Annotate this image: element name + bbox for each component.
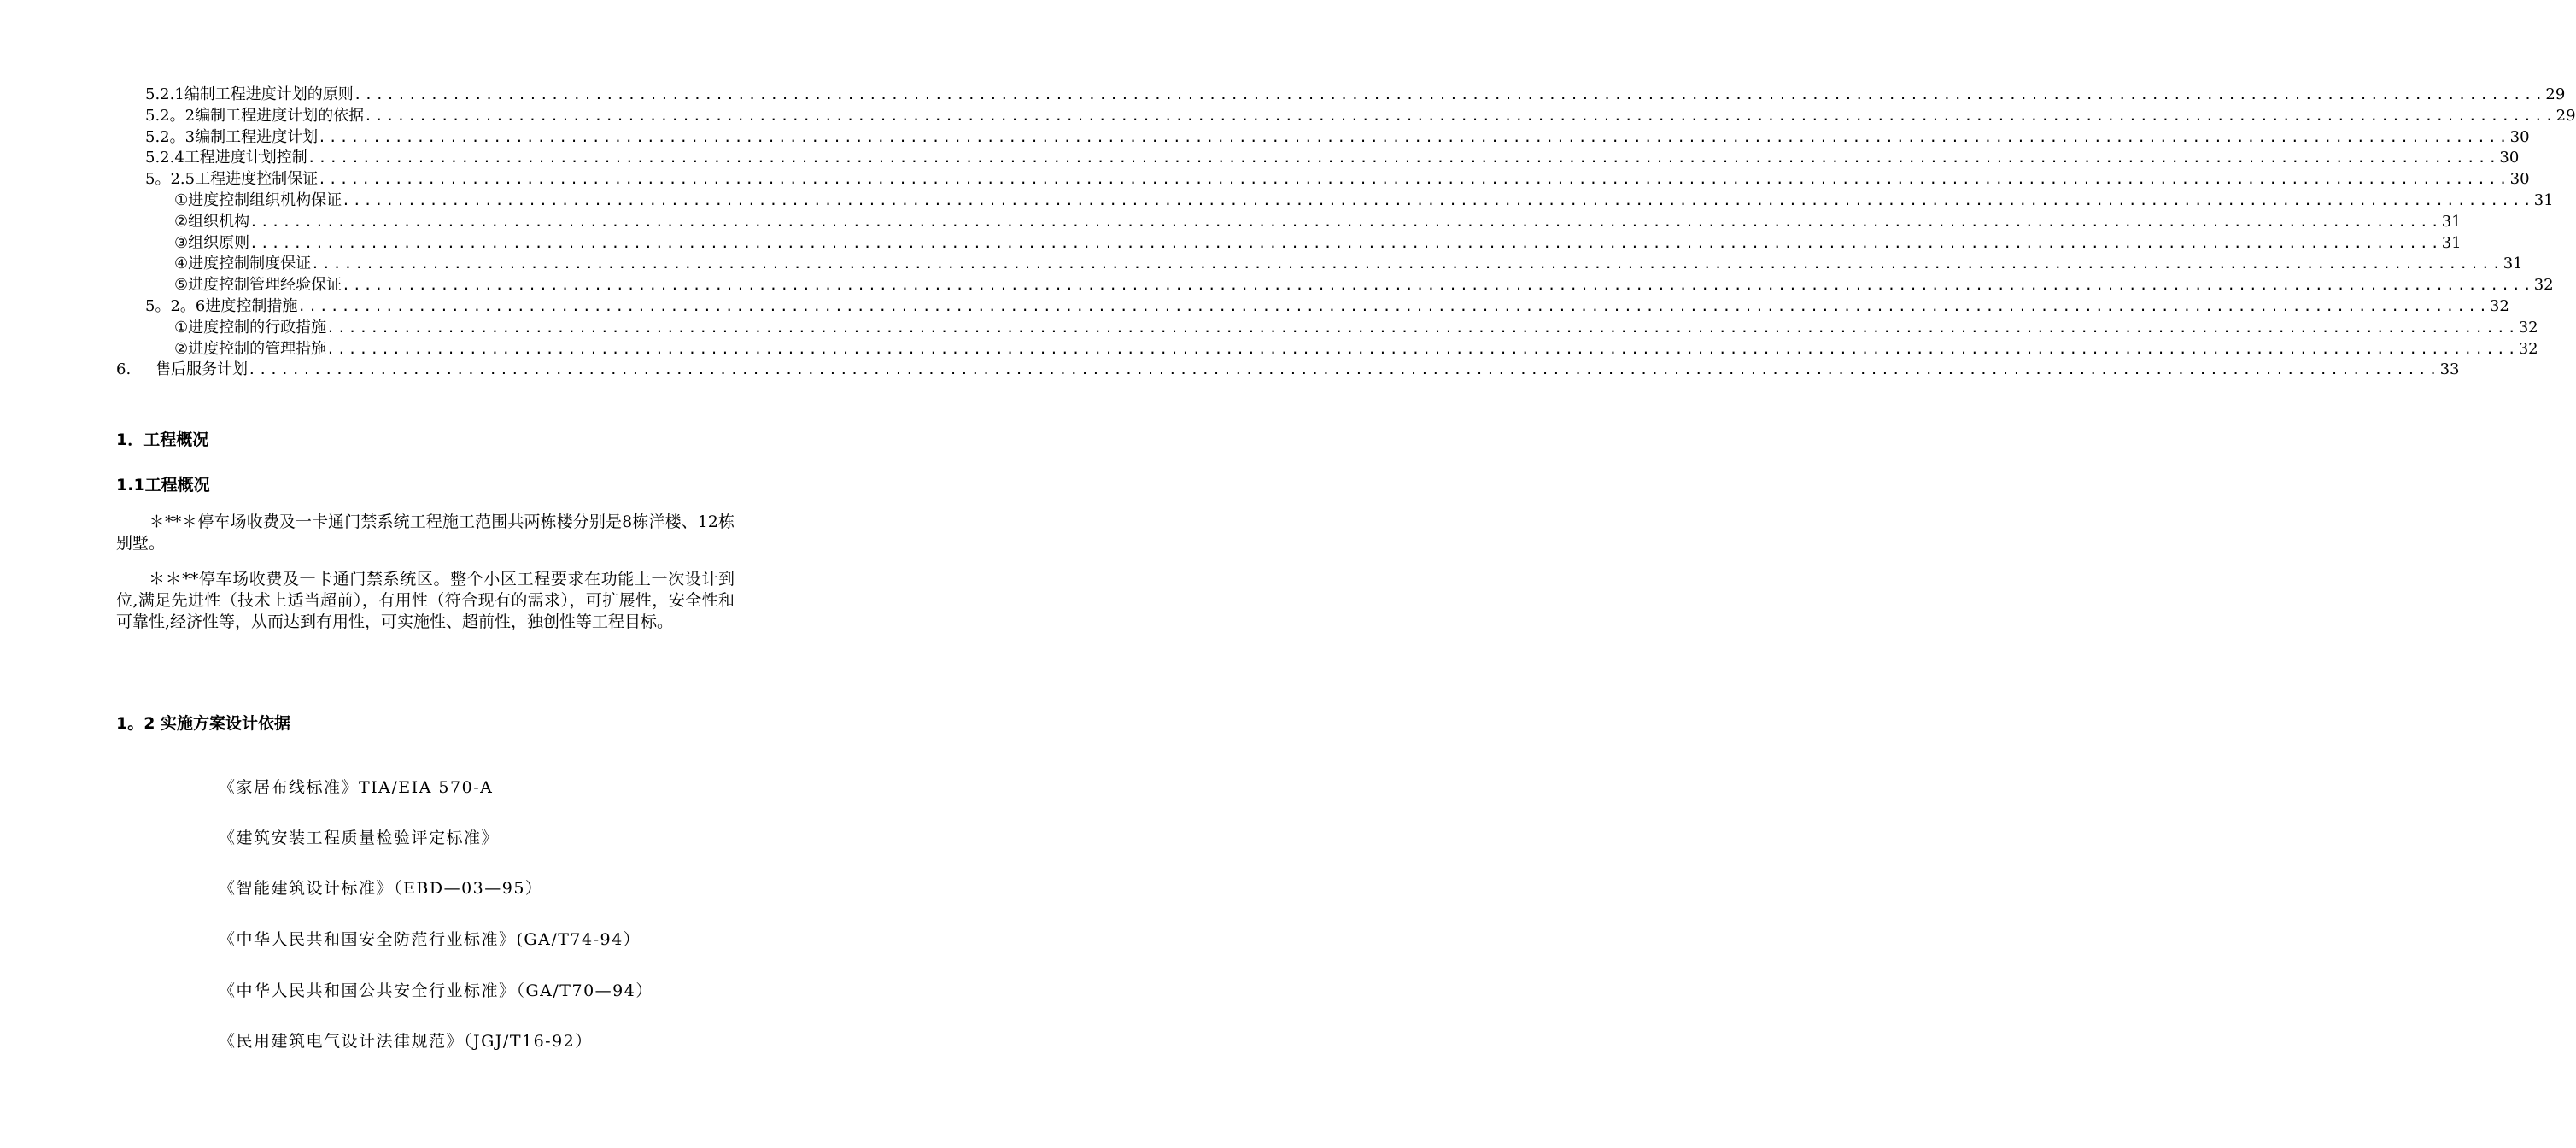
toc-entry-number: ③ [174, 234, 189, 252]
toc-entry-title: 工程进度计划控制 [184, 149, 307, 167]
toc-entry-number: 5.2。2 [145, 107, 196, 125]
subsection-heading-1-2: 1。2 实施方案设计依据 [116, 714, 291, 733]
toc-entry[interactable] [174, 318, 2538, 338]
toc-entry[interactable] [145, 106, 2576, 126]
paragraph-project-goals: ＊＊**停车场收费及一卡通门禁系统区。整个小区工程要求在功能上一次设计到位,满足先进性（技术上适当超前），有用性（符合现有的需求），可扩展性，安全性和可靠性,经济性等，从而达到有用性，可实施性、超前性，独创性等工程目标。 [116, 570, 735, 631]
toc-entry-title: 进度控制管理经验保证 [188, 276, 342, 294]
toc-entry-title: 编制工程进度计划的原则 [184, 85, 354, 103]
toc-entry-title: 进度控制的行政措施 [188, 319, 327, 337]
toc-dot-leader: ........................................................................................................................................................................................................ [318, 171, 2510, 187]
toc-dot-leader: ........................................................................................................................................................................................................ [342, 277, 2534, 293]
toc-dot-leader: ........................................................................................................................................................................................................ [307, 149, 2500, 166]
toc-entry[interactable] [145, 169, 2530, 190]
toc-entry-page: 32 [2489, 297, 2509, 315]
toc-entry[interactable] [174, 254, 2523, 274]
toc-entry-title: 组织机构 [188, 213, 250, 231]
toc-entry-number: ⑤ [174, 276, 189, 294]
paragraph-project-scope: ＊**＊停车场收费及一卡通门禁系统工程施工范围共两栋楼分别是8栋洋楼、12栋别墅。 [116, 512, 735, 553]
toc-entry-page: 33 [2439, 360, 2460, 378]
toc-entry-title: 进度控制组织机构保证 [188, 191, 342, 209]
toc-entry-title: 工程进度控制保证 [195, 170, 319, 188]
toc-dot-leader: ........................................................................................................................................................................................................ [249, 214, 2442, 230]
toc-entry[interactable] [174, 339, 2538, 360]
toc-entry-title: 进度控制的管理措施 [188, 340, 327, 358]
toc-entry-number: 5。2.5 [145, 170, 196, 188]
toc-dot-leader: ........................................................................................................................................................................................................ [326, 341, 2519, 357]
reference-item: 《中华人民共和国公共安全行业标准》（GA/T70—94） [219, 981, 653, 1000]
toc-entry-number: 5.2.1 [145, 85, 184, 103]
toc-entry-page: 31 [2533, 191, 2554, 209]
toc-entry-number: ① [174, 319, 189, 337]
toc-entry-number: ② [174, 213, 189, 231]
toc-entry-title: 编制工程进度计划的依据 [195, 107, 365, 125]
toc-dot-leader: ........................................................................................................................................................................................................ [318, 129, 2510, 145]
toc-entry-page: 32 [2518, 319, 2538, 337]
toc-dot-leader: ........................................................................................................................................................................................................ [311, 255, 2503, 272]
reference-item: 《民用建筑电气设计法律规范》（JGJ/T16-92） [219, 1032, 593, 1051]
toc-dot-leader: ........................................................................................................................................................................................................ [249, 235, 2442, 251]
reference-item: 《建筑安装工程质量检验评定标准》 [219, 829, 500, 847]
reference-item: 《家居布线标准》TIA/EIA 570-A [219, 778, 494, 797]
toc-entry[interactable] [174, 190, 2554, 211]
toc-entry-page: 31 [2441, 213, 2462, 231]
toc-entry-page: 32 [2518, 340, 2538, 358]
toc-dot-leader: ........................................................................................................................................................................................................ [364, 108, 2556, 124]
toc-entry-number: ① [174, 191, 189, 209]
toc-entry-title: 进度控制措施 [205, 297, 298, 315]
toc-entry-page: 29 [2556, 107, 2576, 125]
toc-dot-leader: ........................................................................................................................................................................................................ [353, 86, 2546, 102]
toc-entry-number: 5.2.4 [145, 149, 184, 167]
toc-dot-leader: ........................................................................................................................................................................................................ [326, 319, 2519, 336]
toc-entry-number: 5。2。6 [145, 297, 206, 315]
subsection-heading-1-1: 1.1工程概况 [116, 476, 210, 495]
toc-entry-page: 31 [2503, 255, 2523, 272]
toc-entry-title: 编制工程进度计划 [195, 128, 319, 146]
toc-entry-number: 6. [116, 360, 132, 378]
toc-entry-number: 5.2。3 [145, 128, 196, 146]
toc-dot-leader: ........................................................................................................................................................................................................ [297, 298, 2490, 314]
toc-entry-page: 30 [2509, 128, 2530, 146]
reference-item: 《智能建筑设计标准》（EBD—03—95） [219, 879, 543, 898]
toc-entry-number: ② [174, 340, 189, 358]
toc-entry[interactable] [174, 212, 2462, 232]
toc-entry-page: 29 [2545, 85, 2566, 103]
toc-entry[interactable] [116, 360, 2460, 380]
toc-entry[interactable] [145, 127, 2530, 148]
reference-item: 《中华人民共和国安全防范行业标准》(GA/T74-94） [219, 930, 641, 949]
toc-entry-page: 31 [2441, 234, 2462, 252]
toc-entry-page: 30 [2509, 170, 2530, 188]
toc-entry-title: 组织原则 [188, 234, 250, 252]
toc-entry-title: 售后服务计划 [155, 360, 248, 378]
toc-entry-page: 32 [2533, 276, 2554, 294]
toc-entry-title: 进度控制制度保证 [188, 255, 312, 272]
toc-dot-leader: ........................................................................................................................................................................................................ [342, 192, 2534, 208]
toc-entry-page: 30 [2499, 149, 2520, 167]
section-heading-1: 1．工程概况 [116, 430, 209, 449]
toc-dot-leader: ........................................................................................................................................................................................................ [248, 361, 2440, 378]
toc-entry[interactable] [145, 148, 2520, 168]
toc-entry[interactable] [145, 85, 2566, 105]
toc-entry-number: ④ [174, 255, 189, 272]
toc-entry[interactable] [174, 275, 2554, 296]
toc-entry[interactable] [174, 233, 2462, 254]
toc-entry[interactable] [145, 296, 2509, 317]
